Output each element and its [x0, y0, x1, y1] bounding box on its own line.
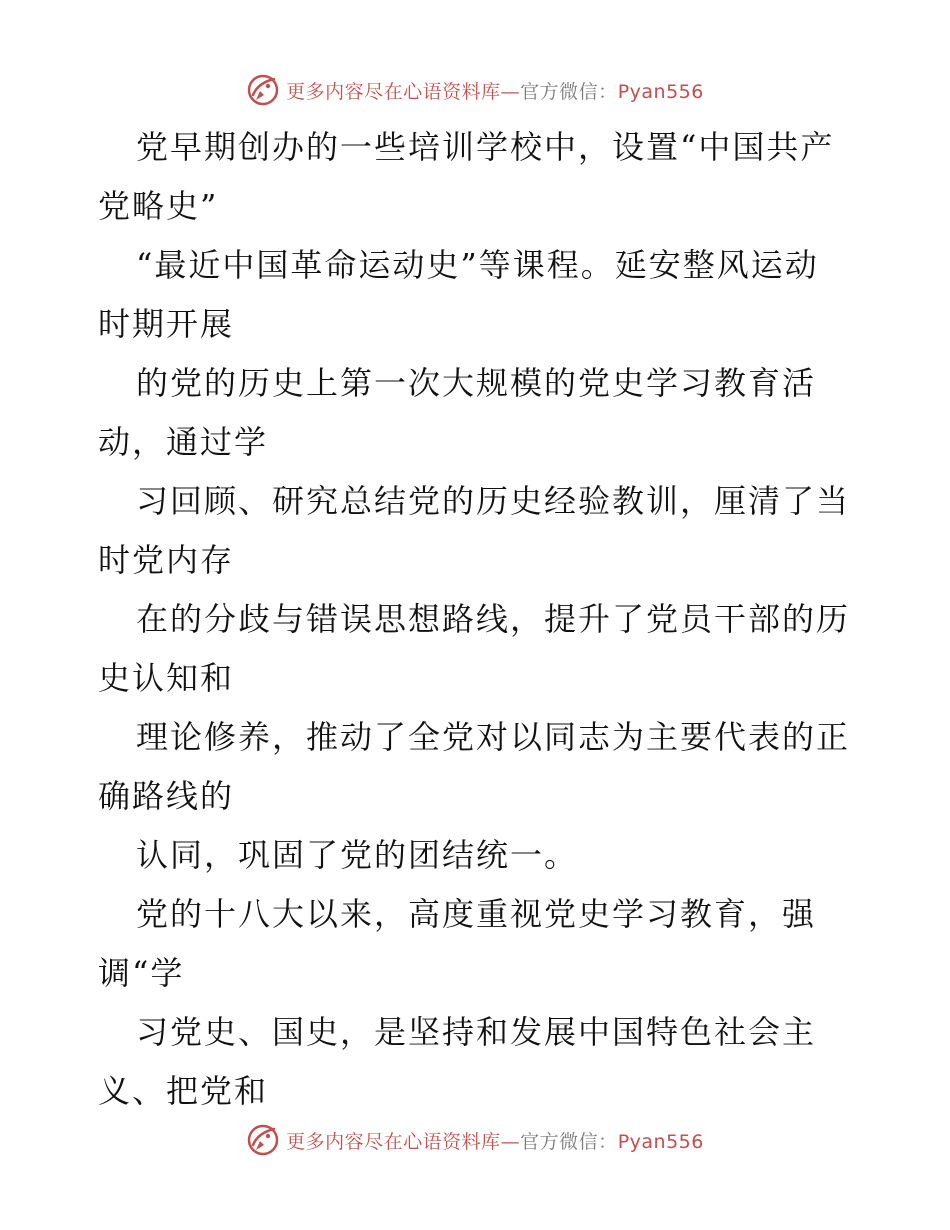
text-line: 的党的历史上第一次大规模的党史学习教育活: [136, 364, 817, 402]
banner-dash: —: [500, 1130, 521, 1153]
banner-text: [286, 1127, 704, 1154]
banner-dash: —: [500, 80, 521, 103]
banner-text: [286, 77, 704, 104]
text-line: 党早期创办的一些培训学校中，设置“中国共产: [136, 128, 835, 166]
text-line: 动，通过学: [98, 423, 269, 461]
banner-wechat-label: 官方微信：: [520, 80, 618, 103]
banner-wechat-label: 官方微信：: [520, 1130, 618, 1153]
text-line: 调“学: [98, 954, 185, 992]
footer-banner: [0, 1120, 950, 1160]
text-line: “最近中国革命运动史”等课程。延安整风运动: [136, 246, 819, 284]
pen-logo-icon: [246, 73, 280, 107]
text-line: 习回顾、研究总结党的历史经验教训，厘清了当: [136, 482, 851, 520]
text-line: 习党史、国史，是坚持和发展中国特色社会主: [136, 1013, 817, 1051]
text-line: 理论修养，推动了全党对以同志为主要代表的正: [136, 718, 851, 756]
document-body: [98, 118, 858, 1121]
text-line: 史认知和: [98, 659, 235, 697]
header-banner: [0, 70, 950, 110]
text-line: 义、把党和: [98, 1072, 269, 1110]
header-banner-inner: [246, 73, 704, 107]
banner-site-text: 更多内容尽在心语资料库: [286, 1130, 501, 1153]
banner-site-text: 更多内容尽在心语资料库: [286, 80, 501, 103]
footer-banner-inner: [246, 1123, 704, 1157]
text-line: 确路线的: [98, 777, 235, 815]
banner-handle: Pyan556: [617, 80, 704, 103]
banner-handle: Pyan556: [617, 1130, 704, 1153]
text-line: 认同，巩固了党的团结统一。: [136, 836, 579, 874]
text-line: 时党内存: [98, 541, 235, 579]
text-line: 在的分歧与错误思想路线，提升了党员干部的历: [136, 600, 851, 638]
text-line: 党略史”: [98, 187, 219, 225]
pen-logo-icon: [246, 1123, 280, 1157]
text-line: 时期开展: [98, 305, 235, 343]
text-line: 党的十八大以来，高度重视党史学习教育，强: [136, 895, 817, 933]
